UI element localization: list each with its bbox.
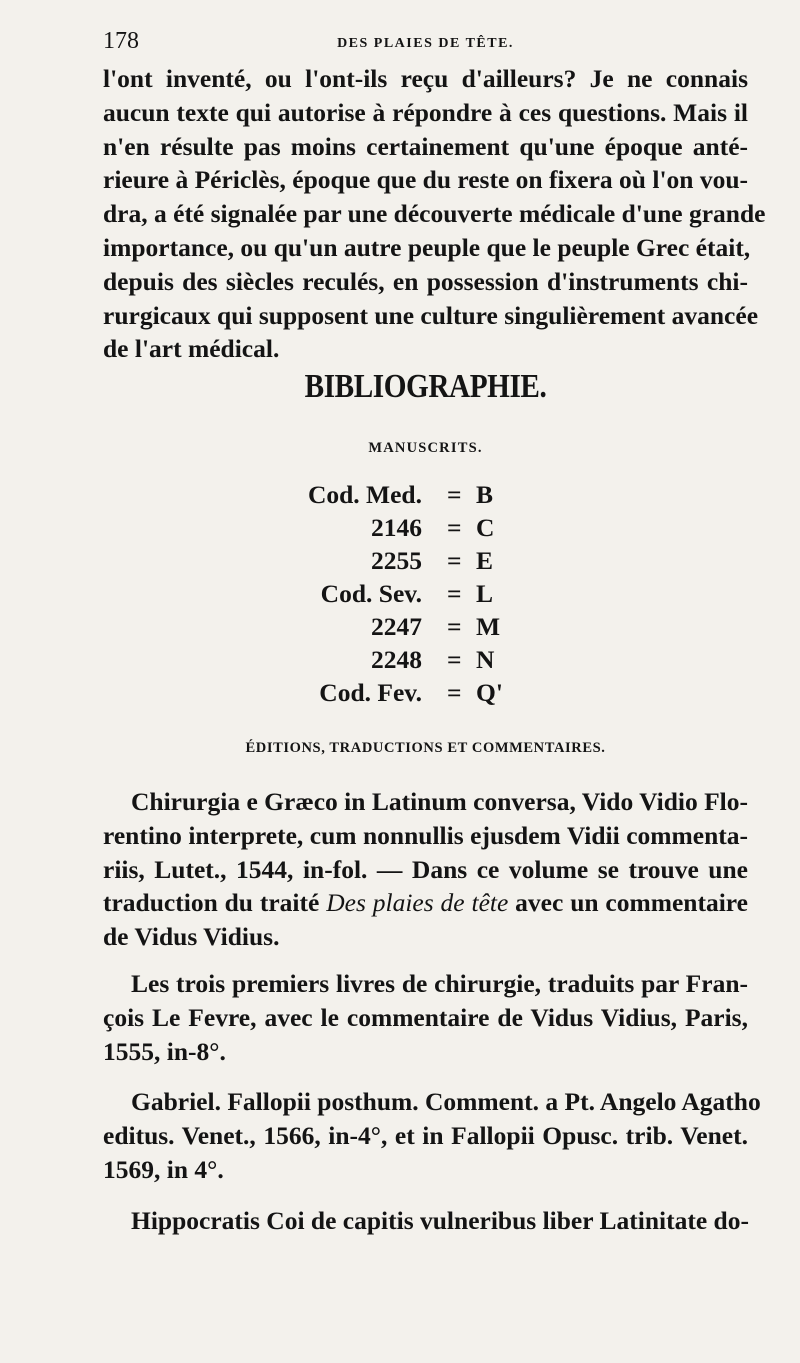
manuscript-row <box>318 579 518 612</box>
text-line: çois Le Fevre, avec le commentaire de Vidus Vidius, Paris, <box>103 1002 748 1032</box>
manuscript-label: Cod. Med. <box>307 480 422 509</box>
text-line: de Vidus Vidius. <box>103 922 280 952</box>
opening-paragraph <box>103 62 766 366</box>
equals-sign: = <box>447 546 462 575</box>
bibliography-entry <box>103 785 748 954</box>
manuscript-siglum: M <box>476 612 501 641</box>
work-title-italic: Des plaies de tête <box>326 888 509 918</box>
manuscript-row <box>307 480 518 513</box>
text-line: editus. Venet., 1566, in-4°, et in Fallopii Opusc. trib. Venet. <box>103 1120 748 1150</box>
equals-sign: = <box>447 612 462 641</box>
text-line: de l'art médical. <box>103 334 280 364</box>
manuscript-list <box>307 480 518 711</box>
equals-sign: = <box>447 645 462 674</box>
text-line: 1569, in 4°. <box>103 1154 224 1184</box>
manuscript-label: 2247 <box>371 612 422 641</box>
manuscript-label: Cod. Sev. <box>320 579 422 608</box>
equals-sign: = <box>447 513 462 542</box>
page-header <box>103 28 748 58</box>
bibliography-entry <box>103 967 748 1068</box>
manuscript-siglum: L <box>476 579 494 608</box>
text-line: n'en résulte pas moins certainement qu'une époque anté- <box>103 131 748 161</box>
text-line: l'ont inventé, ou l'ont-ils reçu d'ailleurs? Je ne connais <box>103 64 748 93</box>
manuscript-row <box>318 678 518 711</box>
manuscript-row <box>318 612 518 645</box>
text-line: Chirurgia e Græco in Latinum conversa, Vido Vidio Flo- <box>131 787 748 816</box>
text-run: avec un commentaire <box>508 888 748 918</box>
equals-sign: = <box>447 480 462 509</box>
manuscript-label: 2255 <box>371 546 422 575</box>
manuscript-siglum: B <box>476 480 494 509</box>
text-line: rentino interprete, cum nonnullis ejusdem Vidii commenta- <box>103 820 748 850</box>
text-line: Les trois premiers livres de chirurgie, traduits par Fran- <box>131 969 748 998</box>
text-line: importance, ou qu'un autre peuple que le peuple Grec était, <box>103 232 751 262</box>
manuscript-siglum: Q' <box>476 678 503 707</box>
text-run: traduction du traité <box>103 888 327 918</box>
manuscript-row <box>318 513 518 546</box>
text-line: dra, a été signalée par une découverte médicale d'une grande <box>103 199 766 229</box>
manuscripts-heading: MANUSCRITS. <box>368 440 483 456</box>
text-line: aucun texte qui autorise à répondre à ces questions. Mais il <box>103 97 748 127</box>
running-head: DES PLAIES DE TÊTE. <box>337 36 514 51</box>
text-line: Gabriel. Fallopii posthum. Comment. a Pt. Angelo Agatho <box>131 1087 761 1116</box>
text-line: rieure à Périclès, époque que du reste on fixera où l'on vou- <box>103 165 749 195</box>
bibliography-title: BIBLIOGRAPHIE. <box>304 368 547 405</box>
manuscript-row <box>318 546 518 579</box>
page-number: 178 <box>103 28 139 54</box>
text-line: depuis des siècles reculés, en possession d'instruments chi- <box>103 266 748 296</box>
manuscript-siglum: C <box>476 513 495 542</box>
editions-heading: ÉDITIONS, TRADUCTIONS ET COMMENTAIRES. <box>245 740 606 756</box>
text-line: rurgicaux qui supposent une culture singulièrement avancée <box>103 300 759 330</box>
manuscript-label: 2146 <box>371 513 422 542</box>
manuscript-label: 2248 <box>371 645 422 674</box>
manuscript-siglum: N <box>476 645 495 674</box>
text-line: Hippocratis Coi de capitis vulneribus liber Latinitate do- <box>131 1206 749 1235</box>
text-line: riis, Lutet., 1544, in-fol. — Dans ce volume se trouve une <box>103 854 748 884</box>
manuscript-label: Cod. Fev. <box>319 678 422 707</box>
text-line: 1555, in-8°. <box>103 1036 226 1066</box>
bibliography-entry <box>103 1204 748 1238</box>
manuscript-siglum: E <box>476 546 494 575</box>
manuscript-row <box>318 645 518 678</box>
equals-sign: = <box>447 678 462 707</box>
text-line <box>103 886 748 920</box>
equals-sign: = <box>447 579 462 608</box>
bibliography-entry <box>103 1085 761 1186</box>
